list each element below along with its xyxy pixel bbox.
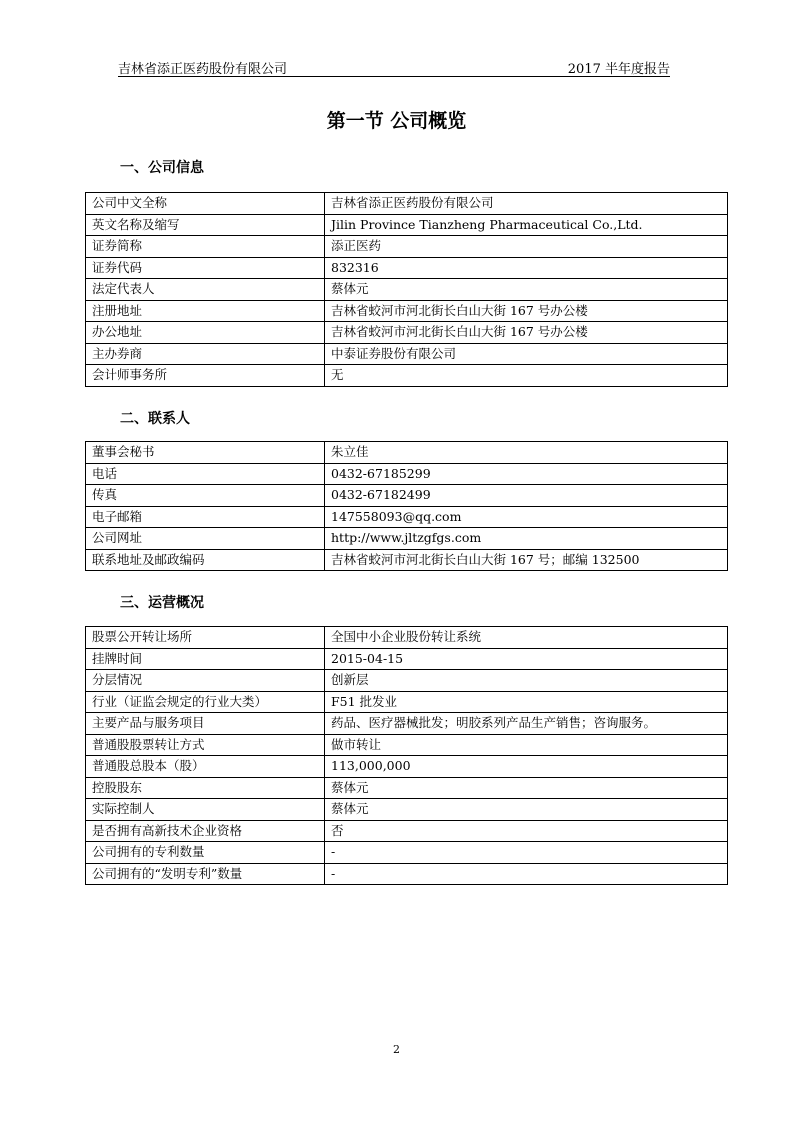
section-heading-contact: 二、联系人 <box>120 411 190 427</box>
row-value: - <box>325 842 728 864</box>
contact-table <box>85 441 728 571</box>
company-info-table <box>85 192 728 387</box>
row-label: 主要产品与服务项目 <box>86 713 325 735</box>
row-value: 中泰证券股份有限公司 <box>325 343 728 365</box>
section-heading-operations: 三、运营概况 <box>120 595 204 611</box>
row-value: Jilin Province Tianzheng Pharmaceutical Co.,Ltd. <box>325 214 728 236</box>
row-label: 证券简称 <box>86 236 325 258</box>
row-value: 蔡体元 <box>325 777 728 799</box>
row-label: 公司拥有的专利数量 <box>86 842 325 864</box>
row-label: 分层情况 <box>86 670 325 692</box>
table-row <box>86 691 728 713</box>
table-row <box>86 279 728 301</box>
row-label: 主办券商 <box>86 343 325 365</box>
row-label: 控股股东 <box>86 777 325 799</box>
table-row <box>86 300 728 322</box>
row-value: - <box>325 863 728 885</box>
row-value: 无 <box>325 365 728 387</box>
row-value: 蔡体元 <box>325 799 728 821</box>
table-row <box>86 777 728 799</box>
row-label: 股票公开转让场所 <box>86 627 325 649</box>
row-label: 挂牌时间 <box>86 648 325 670</box>
row-label: 实际控制人 <box>86 799 325 821</box>
row-label: 是否拥有高新技术企业资格 <box>86 820 325 842</box>
row-label: 英文名称及缩写 <box>86 214 325 236</box>
row-value: 0432-67182499 <box>325 485 728 507</box>
table-row <box>86 842 728 864</box>
page-title: 第一节 公司概览 <box>326 110 467 132</box>
row-label: 注册地址 <box>86 300 325 322</box>
header-report-title: 2017 半年度报告 <box>567 62 670 77</box>
row-label: 普通股股票转让方式 <box>86 734 325 756</box>
section-heading-company-info: 一、公司信息 <box>120 160 204 176</box>
table-row <box>86 756 728 778</box>
page-header <box>118 56 670 77</box>
table-row <box>86 799 728 821</box>
table-row <box>86 365 728 387</box>
row-value: 做市转让 <box>325 734 728 756</box>
row-value: http://www.jltzgfgs.com <box>325 528 728 550</box>
table-row <box>86 463 728 485</box>
row-value: 147558093@qq.com <box>325 506 728 528</box>
table-row <box>86 734 728 756</box>
row-value: 832316 <box>325 257 728 279</box>
row-label: 办公地址 <box>86 322 325 344</box>
row-value: 朱立佳 <box>325 442 728 464</box>
table-row <box>86 820 728 842</box>
header-company-name: 吉林省添正医药股份有限公司 <box>118 62 288 77</box>
row-value: F51 批发业 <box>325 691 728 713</box>
row-label: 公司中文全称 <box>86 193 325 215</box>
table-row <box>86 506 728 528</box>
row-value: 添正医药 <box>325 236 728 258</box>
row-value: 0432-67185299 <box>325 463 728 485</box>
row-value: 吉林省蛟河市河北街长白山大街 167 号；邮编 132500 <box>325 549 728 571</box>
table-row <box>86 863 728 885</box>
table-row <box>86 528 728 550</box>
row-value: 吉林省蛟河市河北街长白山大街 167 号办公楼 <box>325 300 728 322</box>
row-label: 公司拥有的“发明专利”数量 <box>86 863 325 885</box>
table-row <box>86 485 728 507</box>
row-label: 董事会秘书 <box>86 442 325 464</box>
operations-table <box>85 626 728 885</box>
row-label: 电话 <box>86 463 325 485</box>
row-label: 行业（证监会规定的行业大类） <box>86 691 325 713</box>
table-row <box>86 648 728 670</box>
row-label: 会计师事务所 <box>86 365 325 387</box>
table-row <box>86 627 728 649</box>
row-value: 全国中小企业股份转让系统 <box>325 627 728 649</box>
table-row <box>86 343 728 365</box>
table-row <box>86 713 728 735</box>
row-label: 法定代表人 <box>86 279 325 301</box>
row-value: 吉林省添正医药股份有限公司 <box>325 193 728 215</box>
row-value: 药品、医疗器械批发；明胶系列产品生产销售；咨询服务。 <box>325 713 728 735</box>
row-value: 蔡体元 <box>325 279 728 301</box>
table-row <box>86 442 728 464</box>
page-number: 2 <box>393 1043 400 1056</box>
table-row <box>86 670 728 692</box>
table-row <box>86 322 728 344</box>
row-value: 吉林省蛟河市河北街长白山大街 167 号办公楼 <box>325 322 728 344</box>
row-label: 普通股总股本（股） <box>86 756 325 778</box>
row-value: 创新层 <box>325 670 728 692</box>
row-label: 传真 <box>86 485 325 507</box>
row-value: 113,000,000 <box>325 756 728 778</box>
row-label: 公司网址 <box>86 528 325 550</box>
row-value: 2015-04-15 <box>325 648 728 670</box>
table-row <box>86 257 728 279</box>
table-row <box>86 549 728 571</box>
row-label: 联系地址及邮政编码 <box>86 549 325 571</box>
table-row <box>86 214 728 236</box>
row-label: 证券代码 <box>86 257 325 279</box>
table-row <box>86 193 728 215</box>
table-row <box>86 236 728 258</box>
row-label: 电子邮箱 <box>86 506 325 528</box>
row-value: 否 <box>325 820 728 842</box>
